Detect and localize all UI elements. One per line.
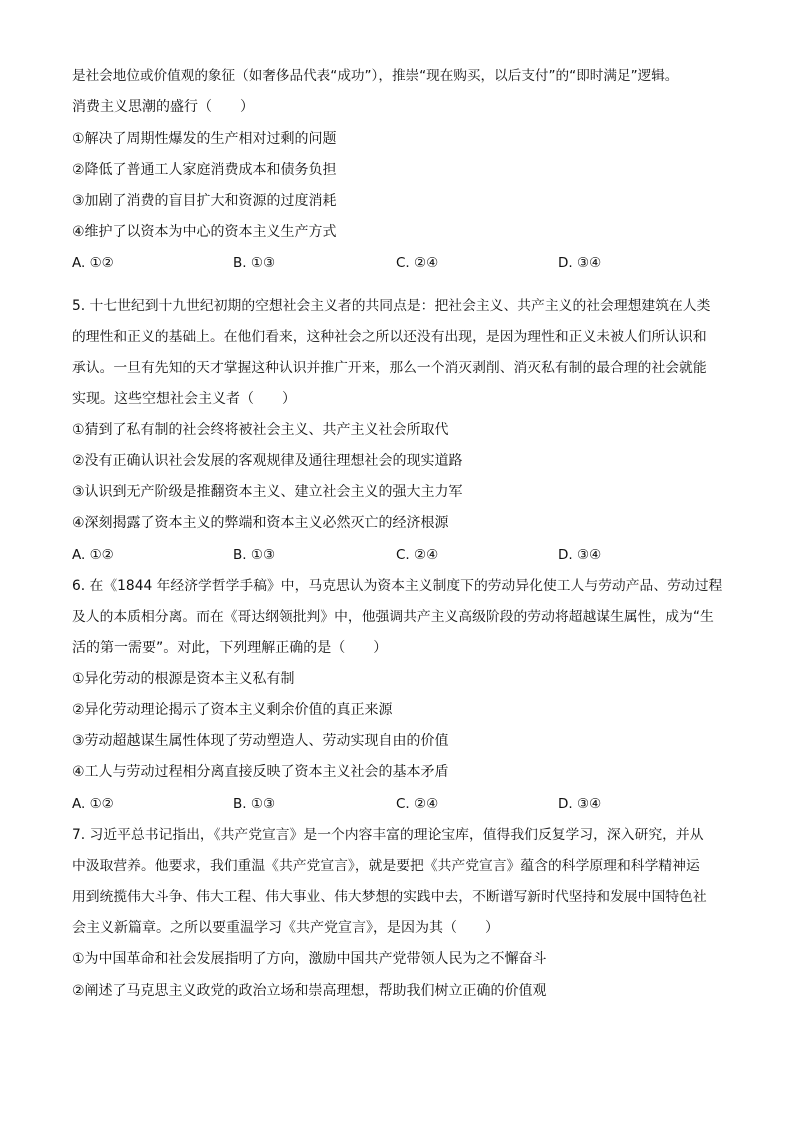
q6-item-1: ①异化劳动的根源是资本主义私有制 [72, 671, 295, 687]
q5-stem-line-3: 承认。一旦有先知的天才掌握这种认识并推广开来，那么一个消灭剥削、消灭私有制的最合理的社会就能 [72, 360, 707, 376]
q6-option-d: D. ③④ [558, 796, 602, 812]
q7-stem-line-2: 中汲取营养。他要求，我们重温《共产党宣言》，就是要把《共产党宣言》蕴含的科学原理和科学精神运 [72, 858, 700, 874]
q4-option-d: D. ③④ [558, 255, 602, 271]
q7-item-2: ②阐述了马克思主义政党的政治立场和崇高理想，帮助我们树立正确的价值观 [72, 983, 547, 999]
q5-item-2: ②没有正确认识社会发展的客观规律及通往理想社会的现实道路 [72, 453, 463, 469]
q5-option-b: B. ①③ [233, 547, 276, 563]
q5-option-a: A. ①② [72, 547, 114, 563]
q4-item-2: ②降低了普通工人家庭消费成本和债务负担 [72, 162, 337, 178]
q4-item-1: ①解决了周期性爆发的生产相对过剩的问题 [72, 131, 337, 147]
q6-option-b: B. ①③ [233, 796, 276, 812]
q4-option-b: B. ①③ [233, 255, 276, 271]
q6-option-a: A. ①② [72, 796, 114, 812]
q5-item-1: ①猜到了私有制的社会终将被社会主义、共产主义社会所取代 [72, 422, 449, 438]
q4-option-a: A. ①② [72, 255, 114, 271]
q7-stem-line-4: 会主义新篇章。之所以要重温学习《共产党宣言》，是因为其（ ） [72, 920, 499, 936]
q7-stem-line-1: 7. 习近平总书记指出，《共产党宣言》是一个内容丰富的理论宝库，值得我们反复学习，深入研究，并从 [72, 827, 704, 843]
q4-stem-line-2: 消费主义思潮的盛行（ ） [72, 99, 254, 115]
q6-item-3: ③劳动超越谋生属性体现了劳动塑造人、劳动实现自由的价值 [72, 733, 449, 749]
q6-stem-line-3: 活的第一需要”。对此，下列理解正确的是（ ） [72, 640, 388, 656]
q5-item-4: ④深刻揭露了资本主义的弊端和资本主义必然灭亡的经济根源 [72, 515, 449, 531]
q5-item-3: ③认识到无产阶级是推翻资本主义、建立社会主义的强大主力军 [72, 484, 463, 500]
q6-option-c: C. ②④ [396, 796, 439, 812]
q6-item-4: ④工人与劳动过程相分离直接反映了资本主义社会的基本矛盾 [72, 764, 449, 780]
q5-option-d: D. ③④ [558, 547, 602, 563]
q4-item-3: ③加剧了消费的盲目扩大和资源的过度消耗 [72, 193, 337, 209]
q6-stem-line-1: 6. 在《1844 年经济学哲学手稿》中，马克思认为资本主义制度下的劳动异化使工人与劳动产品、劳动过程 [72, 578, 723, 594]
q6-item-2: ②异化劳动理论揭示了资本主义剩余价值的真正来源 [72, 702, 393, 718]
q5-option-c: C. ②④ [396, 547, 439, 563]
q7-stem-line-3: 用到统揽伟大斗争、伟大工程、伟大事业、伟大梦想的实践中去，不断谱写新时代坚持和发展中国特色社 [72, 889, 707, 905]
q5-stem-line-2: 的理性和正义的基础上。在他们看来，这种社会之所以还没有出现，是因为理性和正义未被人们所认识和 [72, 329, 707, 345]
q5-stem-line-4: 实现。这些空想社会主义者（ ） [72, 391, 296, 407]
q4-item-4: ④维护了以资本为中心的资本主义生产方式 [72, 224, 337, 240]
q4-stem-line-1: 是社会地位或价值观的象征（如奢侈品代表“成功”），推崇“现在购买，以后支付”的“即时满足”逻辑。 [72, 68, 679, 84]
q7-item-1: ①为中国革命和社会发展指明了方向，激励中国共产党带领人民为之不懈奋斗 [72, 951, 547, 967]
q5-stem-line-1: 5. 十七世纪到十九世纪初期的空想社会主义者的共同点是：把社会主义、共产主义的社会理想建筑在人类 [72, 298, 711, 314]
q6-stem-line-2: 及人的本质相分离。而在《哥达纲领批判》中，他强调共产主义高级阶段的劳动将超越谋生属性，成为“生 [72, 609, 714, 625]
q4-option-c: C. ②④ [396, 255, 439, 271]
